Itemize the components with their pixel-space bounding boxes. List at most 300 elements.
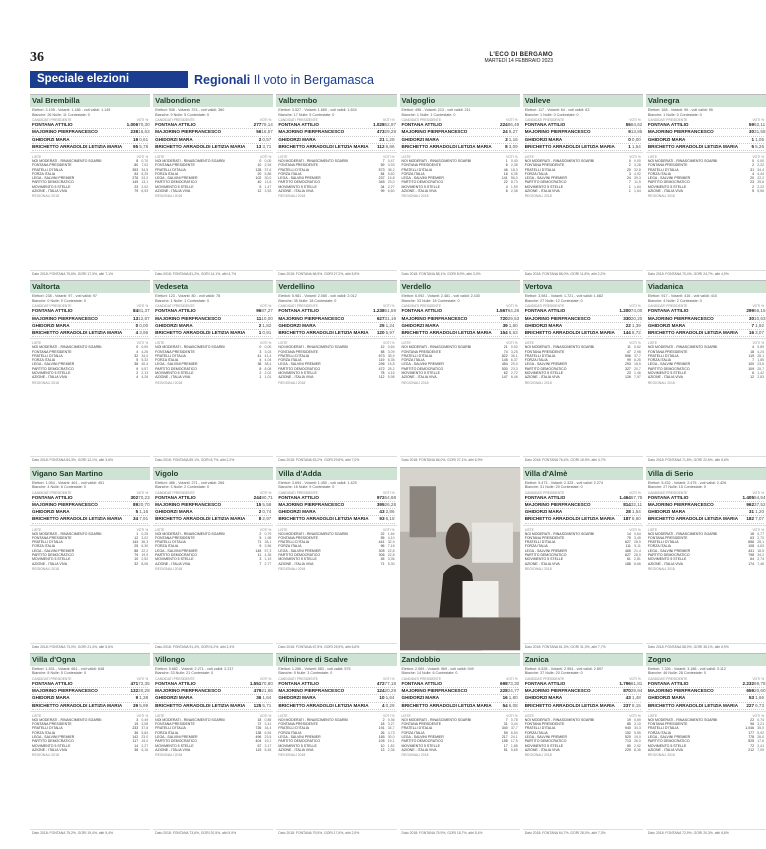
list-pct: 5,30	[387, 561, 395, 566]
comune-card	[30, 467, 150, 650]
candidates-label: CANDIDATI PRESIDENTE	[155, 490, 195, 495]
list-name: AZIONE - ITALIA VIVA	[647, 189, 683, 194]
candidate-pct: 1,66	[755, 695, 765, 701]
list-name: LEGA - SALVINI PREMIER	[647, 176, 691, 181]
candidate-name: FONTANA ATTILIO	[32, 680, 73, 686]
candidate-name: MAJORINO PIERFRANCESCO	[647, 501, 714, 507]
candidates-label: CANDIDATI PRESIDENTE	[647, 676, 688, 681]
list-name: NOI MODERATI - RINASCIMENTO SGARBI	[401, 159, 472, 163]
list-pct: 8,36	[634, 747, 641, 752]
candidate-row	[32, 323, 148, 330]
list-pct: 18,3	[510, 167, 518, 172]
list-pct: 36,3	[141, 540, 149, 545]
candidate-name: MAJORINO PIERFRANCESCO	[155, 129, 222, 135]
list-votes: 75	[626, 535, 631, 540]
candidate-pct: 16,63	[138, 129, 150, 135]
candidate-name: BRICHETTO ARRADOLDI LETIZIA MARIA	[647, 330, 739, 336]
list-name: FRATELLI D'ITALIA	[401, 726, 433, 731]
list-votes: 45	[380, 557, 385, 562]
comparison-note: Dato 2018: FONTANA 81,2%, GORI 14,1%, altri 4,7%	[153, 270, 273, 277]
candidate-votes: 10	[379, 695, 385, 701]
list-name: LEGA - SALVINI PREMIER	[155, 734, 198, 739]
list-pct: 3,93	[387, 163, 395, 168]
candidate-name: FONTANA ATTILIO	[524, 680, 566, 686]
votes-label: VOTI	[136, 527, 145, 532]
lists-block	[153, 526, 273, 643]
comune-card	[646, 280, 766, 463]
candidate-votes: 13	[133, 315, 139, 321]
pct-label: %	[637, 527, 641, 532]
candidate-votes: 4	[135, 330, 139, 336]
list-votes: 7	[628, 180, 631, 185]
comune-card	[523, 280, 643, 463]
candidate-row	[648, 144, 764, 151]
list-votes: 778	[748, 734, 755, 739]
list-name: FORZA ITALIA	[401, 358, 425, 363]
comune-name: Vedeseta	[153, 281, 273, 293]
list-pct: 0,62	[634, 345, 641, 350]
list-votes: 41	[257, 353, 262, 358]
lists-label: LISTE	[401, 713, 411, 718]
electors-line: Elettori: 5.473 - Votanti: 2.325 - voti validi: 2.274	[524, 480, 603, 485]
lists-label: LISTE	[278, 341, 288, 346]
comune-card	[400, 653, 520, 836]
list-votes: 112	[378, 375, 385, 380]
list-votes: 47	[626, 349, 631, 354]
candidate-name: GHIDORZI MARA	[647, 509, 686, 515]
candidate-name: MAJORINO PIERFRANCESCO	[524, 688, 591, 694]
candidate-row	[155, 502, 271, 509]
list-row	[155, 748, 271, 752]
candidate-row	[278, 695, 394, 702]
list-votes: 2	[752, 163, 755, 168]
list-pct: 6,35	[510, 171, 518, 176]
pct-label: %	[391, 527, 395, 532]
list-pct: 2,36	[387, 747, 395, 752]
candidate-name: MAJORINO PIERFRANCESCO	[32, 129, 98, 135]
votes-label: VOTI	[136, 118, 145, 123]
comune-name: Vertova	[523, 281, 643, 293]
list-pct: 38,4	[264, 362, 272, 367]
candidate-votes: 659	[746, 688, 755, 694]
candidate-pct: 8,72	[631, 330, 641, 336]
candidate-pct: 61,59	[384, 308, 397, 314]
comune-card	[646, 653, 766, 836]
candidate-name: FONTANA ATTILIO	[647, 494, 689, 500]
votes-label: VOTI	[752, 676, 761, 681]
list-name: MOVIMENTO 5 STELLE	[155, 743, 194, 748]
lists-block	[646, 526, 766, 643]
candidate-pct: 70,80	[261, 680, 273, 686]
list-pct: 2,41	[757, 743, 765, 748]
list-pct: 1,64	[634, 189, 641, 194]
candidate-pct: 90,71	[261, 494, 273, 500]
list-name: PARTITO DEMOCRATICO	[155, 366, 197, 371]
comune-card	[646, 94, 766, 277]
list-votes: 8	[259, 366, 262, 371]
candidate-votes: 96	[256, 308, 262, 314]
turnout-block	[646, 107, 766, 153]
candidate-row	[402, 703, 518, 710]
list-votes: 6	[752, 371, 755, 376]
candidate-pct: 37,52	[754, 501, 766, 507]
list-pct: 15,8	[387, 362, 395, 367]
lists-block	[153, 712, 273, 829]
comune-card	[30, 94, 150, 277]
candidate-row	[648, 695, 764, 702]
candidate-pct: 20,60	[754, 688, 766, 694]
votes-label: VOTI	[629, 713, 637, 718]
candidate-votes: 302	[130, 494, 139, 500]
list-votes: 2	[628, 163, 631, 168]
candidate-votes: 0	[628, 136, 631, 142]
turnout-block	[276, 480, 396, 526]
list-pct: 3,09	[387, 349, 395, 354]
sections-line: Bianche: 4 Nulle: 2 Contestate: 0	[647, 298, 702, 303]
lists-label: LISTE	[32, 341, 42, 346]
lists-label: LISTE	[32, 713, 42, 718]
votes-label: VOTI	[382, 490, 391, 495]
candidate-votes: 21	[379, 136, 385, 142]
list-votes: 1	[628, 189, 631, 194]
list-votes: 138	[255, 730, 262, 735]
electors-line: Elettori: 168 - Votanti: 96 - voti validi: 95	[647, 108, 713, 112]
list-name: FRATELLI D'ITALIA	[647, 726, 679, 731]
list-votes: 19	[626, 717, 631, 722]
list-pct: 8,73	[510, 180, 518, 185]
comparison-note: Dato 2018: FONTANA 61,3%, GORI 31,0%, altri 7,7%	[523, 643, 643, 650]
list-name: MOVIMENTO 5 STELLE	[32, 371, 71, 376]
list-pct: 37,6	[264, 167, 272, 172]
list-pct: 1,64	[387, 531, 395, 536]
lists-label: LISTE	[524, 341, 534, 346]
candidate-votes: 330	[623, 315, 631, 321]
electors-line: Elettori: 917 - Votanti: 416 - voti validi: 410	[647, 294, 717, 299]
candidate-pct: 64,68	[384, 494, 397, 500]
lists-year-note: REGIONALI 2018	[32, 380, 59, 385]
list-pct: 2,70	[757, 535, 765, 540]
list-name: MOVIMENTO 5 STELLE	[401, 743, 440, 748]
list-pct: 34,0	[141, 353, 149, 358]
list-pct: 19,0	[141, 739, 149, 744]
pct-label: %	[761, 527, 765, 532]
candidate-name: GHIDORZI MARA	[32, 136, 70, 142]
list-votes: 142	[132, 734, 139, 739]
lists-label: LISTE	[32, 155, 42, 159]
candidate-row	[155, 330, 271, 337]
lists-block	[646, 339, 766, 456]
list-pct: 8,08	[264, 366, 272, 371]
lists-label: LISTE	[647, 713, 658, 718]
list-pct: 17,6	[757, 739, 765, 744]
list-name: NOI MODERATI - RINASCIMENTO SGARBI	[647, 159, 718, 163]
list-pct: 6,35	[387, 358, 395, 363]
candidate-row	[155, 129, 271, 136]
candidate-name: GHIDORZI MARA	[524, 509, 563, 515]
candidate-votes: 870	[623, 688, 631, 694]
list-votes: 18	[750, 349, 755, 354]
candidate-pct: 0,91	[262, 330, 272, 336]
lists-block	[276, 339, 396, 456]
candidate-pct: 73,30	[507, 680, 520, 686]
list-votes: 20	[626, 167, 631, 172]
list-name: NOI MODERATI - RINASCIMENTO SGARBI	[155, 345, 225, 350]
candidate-row	[32, 509, 148, 516]
candidate-votes: 124	[376, 688, 385, 694]
list-votes: 12	[750, 375, 755, 380]
candidate-pct: 79,14	[261, 122, 273, 128]
candidate-name: GHIDORZI MARA	[155, 695, 193, 701]
candidate-name: FONTANA ATTILIO	[401, 122, 443, 128]
comparison-note: Dato 2018: FONTANA 75,6%, GORI 17,3%, altri 7,1%	[30, 270, 150, 277]
pct-label: %	[145, 490, 149, 495]
list-name: MOVIMENTO 5 STELLE	[32, 184, 71, 189]
list-name: AZIONE - ITALIA VIVA	[32, 561, 68, 566]
electors-line: Elettori: 1.054 - Votanti: 461 - voti validi: 451	[32, 480, 105, 485]
candidate-row	[278, 501, 397, 509]
candidate-row	[648, 502, 764, 509]
votes-label: VOTI	[629, 676, 637, 681]
list-pct: 41,4	[264, 353, 272, 358]
list-pct: 6,26	[634, 358, 641, 363]
comune-name: Villa d'Ogna	[30, 654, 150, 666]
votes-label: VOTI	[752, 713, 761, 718]
list-votes: 10	[134, 557, 139, 562]
pct-label: %	[761, 713, 765, 718]
turnout-block	[523, 107, 643, 153]
candidate-name: GHIDORZI MARA	[647, 322, 686, 328]
votes-label: VOTI	[136, 341, 145, 346]
list-votes: 51	[503, 747, 508, 752]
candidate-row	[155, 695, 271, 702]
list-name: NOI MODERATI - RINASCIMENTO SGARBI	[155, 159, 225, 163]
list-votes: 7	[382, 159, 385, 163]
comune-name: Valnegra	[646, 95, 766, 107]
candidate-pct: 12,87	[138, 315, 150, 321]
candidate-row	[648, 516, 764, 523]
list-name: MOVIMENTO 5 STELLE	[32, 557, 71, 562]
list-pct: 1,64	[634, 184, 641, 189]
list-pct: 0,00	[141, 345, 149, 350]
list-pct: 0,00	[264, 345, 272, 350]
candidate-name: MAJORINO PIERFRANCESCO	[401, 129, 468, 135]
candidate-pct: 29,53	[507, 315, 520, 321]
lists-block	[153, 339, 273, 456]
list-votes: 7	[259, 561, 262, 566]
list-name: AZIONE - ITALIA VIVA	[524, 189, 560, 194]
list-name: FRATELLI D'ITALIA	[32, 353, 63, 358]
candidate-pct: 1,64	[262, 695, 272, 701]
list-name: FORZA ITALIA	[32, 358, 56, 363]
turnout-block	[523, 666, 643, 712]
list-pct: 2,72	[510, 371, 518, 376]
candidate-name: BRICHETTO ARRADOLDI LETIZIA MARIA	[278, 330, 369, 336]
list-pct: 7,09	[757, 747, 765, 752]
candidates-label: CANDIDATI PRESIDENTE	[32, 676, 72, 681]
candidate-votes: 972	[376, 494, 385, 500]
candidate-votes: 53	[748, 695, 755, 701]
lists-year-note: REGIONALI 2018	[647, 753, 675, 758]
lists-block	[646, 712, 766, 829]
candidate-name: FONTANA ATTILIO	[278, 122, 319, 128]
list-name: MOVIMENTO 5 STELLE	[278, 557, 317, 562]
list-pct: 19,0	[634, 734, 641, 739]
list-votes: 36	[134, 730, 139, 735]
list-name: PARTITO DEMOCRATICO	[32, 739, 74, 744]
list-votes: 94	[134, 171, 139, 176]
list-pct: 34,4	[264, 726, 272, 731]
list-votes: 80	[134, 163, 139, 168]
votes-label: VOTI	[752, 304, 761, 309]
pct-label: %	[761, 490, 765, 495]
candidate-pct: 1,54	[631, 509, 641, 515]
sections-line: Bianche: 1 Nulle: 1 Contestate: 0	[155, 298, 210, 303]
sections-line: Bianche: 27 Nulle: 12 Contestate: 0	[524, 298, 583, 303]
candidate-pct: 5,97	[385, 330, 395, 336]
list-votes: 99	[626, 358, 631, 363]
list-pct: 0,89	[757, 345, 765, 350]
candidate-votes: 95	[133, 143, 139, 149]
candidate-pct: 10,63	[754, 315, 766, 321]
list-name: PARTITO DEMOCRATICO	[278, 739, 321, 744]
candidate-pct: 0,29	[385, 702, 395, 708]
voting-photo-icon	[400, 468, 520, 650]
candidate-votes: 154	[500, 330, 508, 336]
list-name: LEGA - SALVINI PREMIER	[278, 362, 321, 367]
list-pct: 2,52	[141, 557, 149, 562]
candidate-pct: 6,08	[508, 702, 518, 708]
list-pct: 3,21	[757, 722, 765, 727]
lists-block	[30, 526, 150, 643]
list-name: FONTANA PRESIDENTE	[401, 163, 442, 168]
electors-line: Elettori: 2.069 - Votanti: 969 - voti validi: 949	[401, 666, 474, 671]
candidate-votes: 30	[748, 315, 755, 321]
turnout-block	[30, 480, 150, 526]
list-votes: 431	[748, 548, 755, 553]
list-name: FRATELLI D'ITALIA	[155, 353, 186, 358]
pct-label: %	[268, 527, 272, 532]
list-name: NOI MODERATI - RINASCIMENTO SGARBI	[524, 531, 595, 536]
candidate-row	[32, 137, 148, 144]
list-votes: 96	[380, 544, 385, 549]
list-pct: 6,54	[264, 730, 272, 735]
lists-year-note: REGIONALI 2018	[647, 380, 675, 385]
candidate-pct: 1,38	[139, 695, 149, 701]
turnout-block	[646, 666, 766, 712]
candidate-row	[648, 323, 764, 330]
votes-label: VOTI	[629, 304, 637, 309]
list-pct: 34,2	[757, 552, 765, 557]
comune-name: Verdellino	[276, 281, 396, 293]
candidate-pct: 1,05	[755, 136, 765, 142]
candidate-name: BRICHETTO ARRADOLDI LETIZIA MARIA	[32, 516, 123, 522]
lists-label: LISTE	[524, 527, 534, 532]
candidate-row	[32, 316, 148, 323]
candidate-votes: 395	[376, 501, 385, 507]
list-votes: 12	[134, 535, 139, 540]
list-votes: 1	[136, 531, 139, 536]
list-votes: 23	[750, 180, 755, 185]
candidate-row	[32, 703, 148, 710]
list-votes: 525	[748, 739, 755, 744]
list-votes: 3	[628, 171, 631, 176]
candidate-name: MAJORINO PIERFRANCESCO	[32, 315, 98, 321]
list-votes: 88	[134, 548, 139, 553]
comune-name: Valgoglio	[400, 95, 520, 107]
list-name: AZIONE - ITALIA VIVA	[647, 561, 683, 566]
list-name: FONTANA PRESIDENTE	[155, 722, 195, 727]
list-pct: 37,7	[634, 353, 641, 358]
list-name: FRATELLI D'ITALIA	[647, 353, 679, 358]
candidate-pct: 0,61	[139, 136, 149, 142]
list-votes: 3	[259, 349, 262, 354]
list-pct: 2,22	[757, 163, 765, 168]
candidate-votes: 39	[133, 702, 139, 708]
list-pct: 4,26	[141, 349, 149, 354]
list-pct: 28,9	[634, 552, 641, 557]
lists-year-note: REGIONALI 2018	[32, 566, 59, 571]
lists-label: LISTE	[278, 155, 288, 159]
publication-name: L'ECO DI BERGAMO	[489, 52, 553, 58]
candidate-name: FONTANA ATTILIO	[401, 680, 443, 686]
list-name: FRATELLI D'ITALIA	[524, 540, 556, 545]
list-pct: 23,3	[510, 366, 518, 371]
candidate-row	[525, 323, 641, 330]
candidate-row	[525, 681, 641, 688]
candidate-votes: 39	[502, 322, 508, 328]
list-name: FONTANA PRESIDENTE	[155, 349, 195, 354]
list-votes: 465	[625, 548, 631, 553]
list-pct: 23,5	[264, 734, 272, 739]
comune-name: Viadanica	[646, 281, 766, 293]
candidate-name: FONTANA ATTILIO	[32, 122, 73, 128]
list-name: FRATELLI D'ITALIA	[32, 167, 63, 172]
candidate-row	[648, 308, 764, 315]
list-pct: 8,25	[141, 171, 149, 176]
candidate-votes: 15	[256, 501, 262, 507]
sections-line: Bianche: 33 Nulle: 18 Contestate: 0	[401, 298, 460, 303]
candidate-name: BRICHETTO ARRADOLDI LETIZIA MARIA	[524, 516, 615, 522]
pct-label: %	[145, 155, 149, 159]
candidate-row	[278, 315, 397, 323]
lists-year-note: REGIONALI 2018	[401, 194, 429, 199]
list-name: FONTANA PRESIDENTE	[32, 535, 72, 540]
list-name: FORZA ITALIA	[647, 730, 671, 735]
list-pct: 2,13	[141, 371, 149, 376]
list-name: MOVIMENTO 5 STELLE	[524, 184, 564, 189]
candidate-row	[155, 316, 271, 323]
list-votes: 61	[626, 557, 631, 562]
list-name: PARTITO DEMOCRATICO	[524, 180, 567, 185]
list-name: AZIONE - ITALIA VIVA	[524, 747, 560, 752]
candidate-row	[525, 316, 641, 323]
list-pct: 4,92	[634, 171, 641, 176]
electors-line: Elettori: 238 - Votanti: 97 - voti validi: 97	[32, 294, 97, 299]
candidate-name: FONTANA ATTILIO	[278, 308, 319, 314]
list-pct: 4,24	[757, 349, 765, 354]
candidate-row	[525, 502, 641, 509]
lists-label: LISTE	[155, 341, 165, 346]
list-votes: 2	[136, 371, 139, 376]
list-votes: 798	[748, 552, 755, 557]
candidate-row	[155, 681, 271, 688]
list-pct: 0,74	[757, 717, 765, 722]
candidate-name: GHIDORZI MARA	[32, 509, 70, 515]
list-name: NOI MODERATI - RINASCIMENTO SGARBI	[647, 345, 718, 350]
list-votes: 38	[134, 362, 139, 367]
lists-label: LISTE	[155, 527, 165, 532]
candidate-row	[648, 137, 764, 144]
